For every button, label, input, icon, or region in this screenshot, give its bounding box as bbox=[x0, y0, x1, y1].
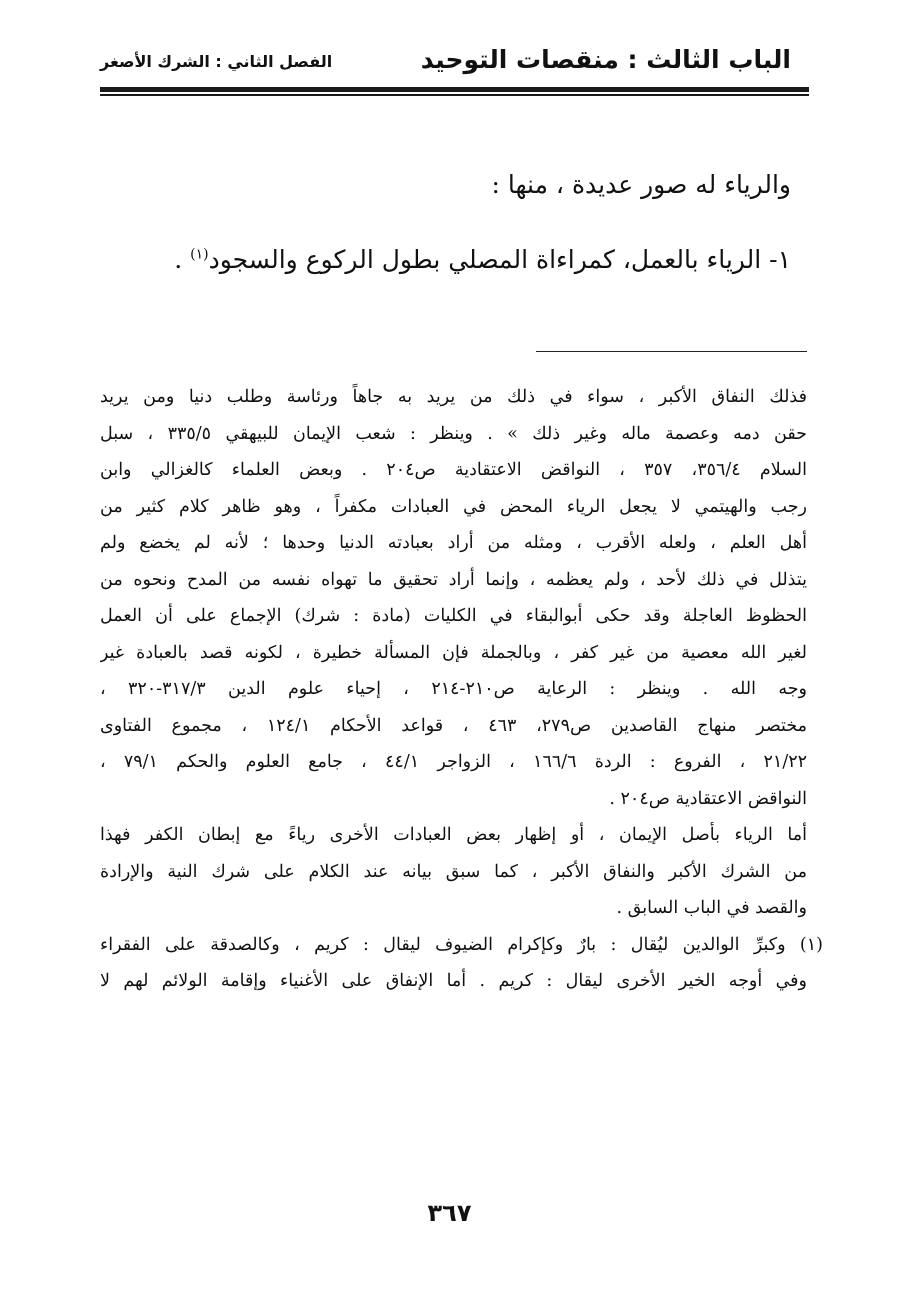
footnote-line: وجه الله . وينظر : الرعاية ص٢١٠-٢١٤ ، إحياء علوم الدين ٣١٧/٣-٣٢٠ ، bbox=[100, 679, 807, 699]
header-rule-thin bbox=[100, 94, 809, 96]
footnote-line: لغير الله معصية من غير كفر ، وبالجملة فإن المسألة خطيرة ، لكونه قصد بالعبادة غير bbox=[100, 642, 807, 663]
main-text-line-2 bbox=[100, 238, 791, 282]
footnote-1-line: (١) وكبرِّ الوالدين ليُقال : بارٌ وكإكرام الضيوف ليقال : كريم ، وكالصدقة على الفقراء bbox=[100, 934, 823, 955]
footnote-paragraph-line: أما الرياء بأصل الإيمان ، أو إظهار بعض العبادات الأخرى رياءً مع إبطان الكفر فهذا bbox=[100, 825, 807, 845]
chapter-title: الباب الثالث : منقصات التوحيد bbox=[420, 45, 791, 74]
main-text-line-1: والرياء له صور عديدة ، منها : bbox=[491, 170, 791, 199]
footnote-line: مختصر منهاج القاصدين ص٢٧٩، ٤٦٣ ، قواعد الأحكام ١٢٤/١ ، مجموع الفتاوى bbox=[100, 715, 807, 736]
footnote-line: السلام ٣٥٦/٤، ٣٥٧ ، النواقض الاعتقادية ص٢٠٤ . وبعض العلماء كالغزالي وابن bbox=[100, 460, 807, 480]
footnote-line: حقن دمه وعصمة ماله وغير ذلك » . وينظر : شعب الإيمان للبيهقي ٣٣٥/٥ ، سبل bbox=[100, 423, 807, 444]
running-header bbox=[100, 40, 791, 84]
footnote-marker: (١) bbox=[190, 246, 209, 263]
footnote-1-line: وفي أوجه الخير الأخرى ليقال : كريم . أما الإنفاق على الأغنياء وإقامة الولائم لهم لا bbox=[100, 971, 807, 991]
header-rule-thick bbox=[100, 87, 809, 92]
footnote-line: النواقض الاعتقادية ص٢٠٤ . bbox=[609, 788, 807, 809]
footnote-line: رجب والهيتمي لا يجعل الرياء المحض في العبادات مكفراً ، وهو ظاهر كلام كثير من bbox=[100, 496, 807, 517]
footnotes-block bbox=[100, 379, 823, 1000]
footnote-paragraph-line: من الشرك الأكبر والنفاق الأكبر ، كما سبق بيانه عند الكلام على شرك النية والإرادة bbox=[100, 861, 807, 882]
footnote-line: أهل العلم ، ولعله الأقرب ، ومثله من أراد بعبادته الدنيا وحدها ؛ لأنه لم يخضع ولم bbox=[100, 533, 807, 553]
main-text-line-2-end: . bbox=[174, 245, 191, 274]
main-text-line-2-body: ١- الرياء بالعمل، كمراءاة المصلي بطول الركوع والسجود bbox=[208, 245, 791, 274]
footnote-line: ٢١/٢٢ ، الفروع : الردة ١٦٦/٦ ، الزواجر ٤٤/١ ، جامع العلوم والحكم ٧٩/١ ، bbox=[100, 752, 807, 772]
page-number: ٣٦٧ bbox=[427, 1199, 472, 1227]
footnote-line: فذلك النفاق الأكبر ، سواء في ذلك من يريد به جاهاً ورئاسة وطلب دنيا ومن يريد bbox=[100, 387, 807, 407]
footnote-paragraph-line: والقصد في الباب السابق . bbox=[616, 898, 807, 918]
section-title: الفصل الثاني : الشرك الأصغر bbox=[100, 52, 333, 71]
footnote-separator bbox=[536, 351, 807, 352]
footnote-line: يتذلل في ذلك لأحد ، ولم يعظمه ، وإنما أراد تحقيق ما تهواه نفسه من المدح ونحوه من bbox=[100, 569, 807, 590]
footnote-line: الحظوظ العاجلة وقد حكى أبوالبقاء في الكليات (مادة : شرك) الإجماع على أن العمل bbox=[100, 606, 807, 626]
